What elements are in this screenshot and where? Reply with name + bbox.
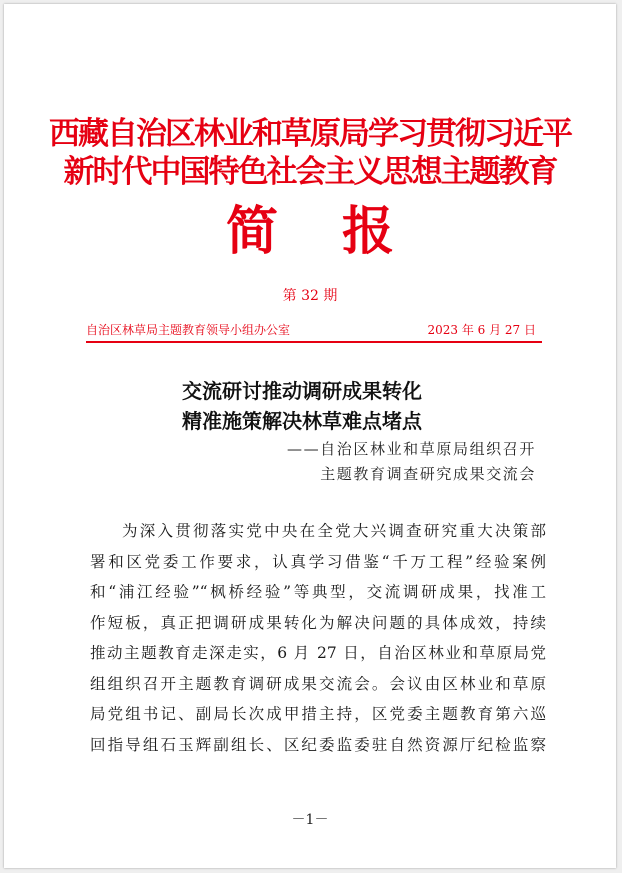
red-divider [86, 341, 542, 343]
body-line: 局党组书记、副局长次成甲措主持，区党委主题教育第六巡 [90, 705, 546, 723]
header-info-line [86, 320, 542, 340]
article-title-line-2: 精准施策解决林草难点堵点 [182, 409, 422, 433]
article-subtitle-line-2: 主题教育调查研究成果交流会 [320, 465, 536, 483]
article-body [90, 516, 546, 760]
article-title-line-1: 交流研讨推动调研成果转化 [182, 379, 422, 403]
body-line: 回指导组石玉辉副组长、区纪委监委驻自然资源厅纪检监察 [90, 735, 546, 754]
body-line: 作短板，真正把调研成果转化为解决问题的具体成效，持续 [90, 613, 546, 632]
issue-date: 2023 年 6 月 27 日 [427, 323, 536, 337]
masthead-line-1: 西藏自治区林业和草原局学习贯彻习近平 [49, 116, 571, 152]
body-line: 为深入贯彻落实党中央在全党大兴调查研究重大决策部 [122, 522, 546, 540]
issue-number: 第 32 期 [282, 288, 338, 304]
page-number: －1－ [291, 812, 329, 828]
bulletin-title [4, 200, 616, 264]
bulletin-char-2: 报 [342, 201, 395, 262]
issuing-office: 自治区林草局主题教育领导小组办公室 [86, 323, 291, 337]
document-page [4, 4, 616, 868]
article-subtitle-line-1: ——自治区林业和草原局组织召开 [286, 440, 536, 458]
masthead-line-2: 新时代中国特色社会主义思想主题教育 [63, 154, 557, 190]
body-line: 和“浦江经验”“枫桥经验”等典型，交流调研成果，找准工 [90, 583, 546, 601]
body-line: 署和区党委工作要求，认真学习借鉴“千万工程”经验案例 [90, 552, 546, 571]
body-line: 推动主题教育走深走实，6 月 27 日，自治区林业和草原局党 [90, 644, 546, 662]
bulletin-char-1: 简 [225, 201, 278, 262]
body-line: 组组织召开主题教育调研成果交流会。会议由区林业和草原 [90, 674, 546, 693]
